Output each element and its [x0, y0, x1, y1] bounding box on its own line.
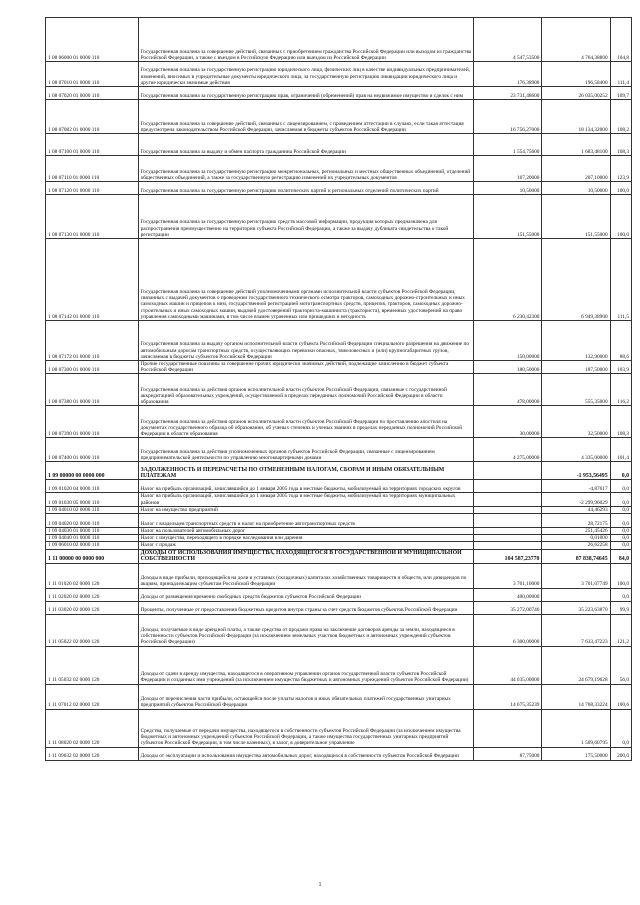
percent-cell: 0,0 [610, 493, 631, 506]
actual-amount-cell: -4,87617 [542, 480, 610, 493]
table-row [46, 62, 632, 87]
plan-amount-cell [474, 506, 542, 513]
actual-amount-cell: 28,72175 [542, 514, 610, 528]
percent-cell: 56,0 [610, 646, 631, 684]
plan-amount-cell: 3 701,10000 [474, 563, 542, 588]
actual-amount-cell: 32,50000 [542, 406, 610, 438]
plan-amount-cell [474, 514, 542, 528]
description-cell: Государственная пошлина за действия уполномоченных органов субъектов Российской Федерации, связанные с лицензированием предпринимательской деятельности по управлению многоквартирными домами [138, 438, 474, 462]
budget-code-cell: 1 09 04010 02 0000 110 [46, 506, 139, 513]
plan-amount-cell [474, 528, 542, 535]
table-row [46, 480, 632, 493]
plan-amount-cell: 6 300,00000 [474, 614, 542, 646]
budget-code-cell: 1 08 07380 01 0000 110 [46, 374, 139, 406]
percent-cell: 84,0 [610, 549, 631, 563]
description-cell: Налог на прибыль организаций, зачислявшийся до 1 января 2005 года в местные бюджеты, мобилизуемый на территориях муниципальных районов [138, 493, 474, 506]
plan-amount-cell: 14 675,35239 [474, 684, 542, 709]
revenue-table [45, 17, 632, 761]
description-cell: Проценты, полученные от предоставления бюджетных кредитов внутри страны за счет средств бюджетов субъектов Российской Федерации [138, 601, 474, 614]
table-row [46, 535, 632, 542]
table-row [46, 182, 632, 195]
percent-cell: 88,6 [610, 321, 631, 361]
table-row [46, 406, 632, 438]
description-cell: Государственная пошлина за государственную регистрацию средств массовой информации, продукция которых предназначена для распространения преимущественно на территории субъекта Российской Федерации, а также за выдачу дубликата свидетельства о такой регистрации [138, 195, 474, 239]
budget-code-cell: 1 08 06000 01 0000 110 [46, 18, 139, 62]
percent-cell: 0,0 [610, 514, 631, 528]
budget-code-cell: 1 09 01030 05 0000 110 [46, 493, 139, 506]
actual-amount-cell [542, 588, 610, 601]
description-cell: Государственная пошлина за государственную регистрацию прав, ограничений (обременений) прав на недвижимое имущество и сделок с ним [138, 87, 474, 100]
actual-amount-cell: 1 683,48100 [542, 134, 610, 156]
actual-amount-cell: 196,58400 [542, 62, 610, 87]
table-row [46, 87, 632, 100]
plan-amount-cell: 176,38900 [474, 62, 542, 87]
budget-code-cell: 1 09 00000 00 0000 000 [46, 462, 139, 480]
actual-amount-cell: 10,50000 [542, 182, 610, 195]
percent-cell: 121,2 [610, 614, 631, 646]
plan-amount-cell: 6 230,42300 [474, 239, 542, 321]
budget-code-cell: 1 09 04020 02 0000 110 [46, 514, 139, 528]
actual-amount-cell: 1 509,60795 [542, 709, 610, 747]
percent-cell: 99,9 [610, 601, 631, 614]
description-cell: Средства, получаемые от передачи имущества, находящегося в собственности субъектов Российской Федерации (за исключением имущества бюджетных и автономных учреждений субъектов Российской Федерации, а также имущества государственных унитарных предприятий субъектов Российской Федерации, в том числе казенных), в залог, в доверительное управление [138, 709, 474, 747]
description-cell: ЗАДОЛЖЕННОСТЬ И ПЕРЕРАСЧЕТЫ ПО ОТМЕНЕННЫМ НАЛОГАМ, СБОРАМ И ИНЫМ ОБЯЗАТЕЛЬНЫМ ПЛАТЕЖАМ [138, 462, 474, 480]
table-row [46, 134, 632, 156]
budget-code-cell: 1 09 01020 04 0000 110 [46, 480, 139, 493]
actual-amount-cell: 251,45426 [542, 528, 610, 535]
plan-amount-cell [474, 535, 542, 542]
actual-amount-cell: 555,35000 [542, 374, 610, 406]
plan-amount-cell: 104 587,23770 [474, 549, 542, 563]
plan-amount-cell: 35 272,00746 [474, 601, 542, 614]
plan-amount-cell: 4 547,53500 [474, 18, 542, 62]
plan-amount-cell [474, 493, 542, 506]
percent-cell: 111,5 [610, 239, 631, 321]
description-cell: Государственная пошлина за государственную регистрацию межрегиональных, региональных и местных общественных объединений, отделений общественных объединений, а также за государственную регистрацию изменений их учредительных документов [138, 156, 474, 182]
budget-code-cell: 1 11 03020 02 0000 120 [46, 601, 139, 614]
budget-code-cell: 1 11 07012 02 0000 120 [46, 684, 139, 709]
percent-cell: 100,0 [610, 195, 631, 239]
actual-amount-cell: 26 035,00252 [542, 87, 610, 100]
actual-amount-cell: 207,10000 [542, 156, 610, 182]
budget-code-cell: 1 08 07100 01 0000 110 [46, 134, 139, 156]
plan-amount-cell: 400,00000 [474, 588, 542, 601]
description-cell: Доходы от размещения временно свободных средств бюджетов субъектов Российской Федерации [138, 588, 474, 601]
table-row [46, 747, 632, 760]
budget-code-cell: 1 08 07390 01 0000 110 [46, 406, 139, 438]
description-cell: Государственная пошлина за действия органов исполнительной власти субъектов Российской Федерации, связанные с государственной аккредитацией образовательных учреждений, осуществляемой в пределах переданных полномочий Российской Федерации в области образования [138, 374, 474, 406]
budget-code-cell: 1 09 06010 02 0000 110 [46, 542, 139, 549]
description-cell: Государственная пошлина за государственную регистрацию политических партий и региональных отделений политических партий [138, 182, 474, 195]
actual-amount-cell: -2 299,96029 [542, 493, 610, 506]
budget-code-cell: 1 08 07082 01 0000 110 [46, 100, 139, 134]
actual-amount-cell: 6 949,38900 [542, 239, 610, 321]
description-cell: Государственная пошлина за действия органов исполнительной власти субъектов Российской Федерации по проставлению апостиля на документах государственного образца об образовании, об ученых степенях и ученых званиях в пределах переданных полномочий Российской Федерации в области образования [138, 406, 474, 438]
budget-code-cell: 1 08 07130 01 0000 110 [46, 195, 139, 239]
description-cell: Прочие государственные пошлины за совершение прочих юридически значимых действий, подлежащие зачислению в бюджет субъекта Российской Федерации [138, 361, 474, 374]
budget-code-cell: 1 08 07300 01 0000 110 [46, 361, 139, 374]
percent-cell: 0,0 [610, 709, 631, 747]
percent-cell: 111,4 [610, 62, 631, 87]
budget-code-cell: 1 08 07142 01 0000 110 [46, 239, 139, 321]
description-cell: Доходы, получаемые в виде арендной платы, а также средства от продажи права на заключение договоров аренды за земли, находящиеся в собственности субъектов Российской Федерации (за исключением земельных участков бюджетных и автономных учреждений субъектов Российской Федерации) [138, 614, 474, 646]
description-cell: Налог на прибыль организаций, зачислявшийся до 1 января 2005 года в местные бюджеты, мобилизуемый на территориях городских округов [138, 480, 474, 493]
description-cell: Государственная пошлина за совершение действий, связанных с приобретением гражданства Российской Федерации или выходом из гражданства Российской Федерации, а также с въездом в Российскую Федерацию или выездом из Российской Федерации [138, 18, 474, 62]
description-cell: Налог на пользователей автомобильных дорог [138, 528, 474, 535]
percent-cell: 100,0 [610, 563, 631, 588]
plan-amount-cell: 151,55000 [474, 195, 542, 239]
actual-amount-cell: 14 768,33224 [542, 684, 610, 709]
table-row [46, 588, 632, 601]
description-cell: Государственная пошлина за совершение действий, связанных с лицензированием, с проведением аттестации в случаях, если такая аттестация предусмотрена законодательством Российской Федерации, зачисляемая в бюджеты субъектов Российской Федерации [138, 100, 474, 134]
revenue-table-body [46, 18, 632, 761]
description-cell: Доходы от эксплуатации и использования имущества автомобильных дорог, находящихся в собственности субъектов Российской Федерации [138, 747, 474, 760]
percent-cell: 0,0 [610, 506, 631, 513]
actual-amount-cell: 18 134,32000 [542, 100, 610, 134]
description-cell: Государственная пошлина за государственную регистрацию юридического лица, физических лиц в качестве индивидуальных предпринимателей, изменений, вносимых в учредительные документы юридического лица, за государственную регистрацию ликвидации юридического лица и другие юридически значимые действия [138, 62, 474, 87]
plan-amount-cell: 180,50000 [474, 361, 542, 374]
budget-code-cell: 1 11 09032 02 0000 120 [46, 747, 139, 760]
table-row [46, 100, 632, 134]
percent-cell: 108,3 [610, 406, 631, 438]
plan-amount-cell: 23 731,48600 [474, 87, 542, 100]
table-row [46, 239, 632, 321]
percent-cell: 0,0 [610, 462, 631, 480]
actual-amount-cell: 151,55000 [542, 195, 610, 239]
plan-amount-cell: 10,50000 [474, 182, 542, 195]
plan-amount-cell: 44 035,00000 [474, 646, 542, 684]
percent-cell: 0,0 [610, 542, 631, 549]
table-row [46, 709, 632, 747]
budget-code-cell: 1 08 07400 01 0000 110 [46, 438, 139, 462]
budget-code-cell: 1 08 07020 01 0000 110 [46, 87, 139, 100]
description-cell: Доходы в виде прибыли, приходящейся на доли в уставных (складочных) капиталах хозяйственных товариществ и обществ, или дивидендов по акциям, принадлежащим субъектам Российской Федерации [138, 563, 474, 588]
budget-code-cell: 1 08 07172 01 0000 110 [46, 321, 139, 361]
table-row [46, 684, 632, 709]
actual-amount-cell: 175,50000 [542, 747, 610, 760]
actual-amount-cell: 3 701,07749 [542, 563, 610, 588]
budget-code-cell: 1 11 00000 00 0000 000 [46, 549, 139, 563]
table-row [46, 549, 632, 563]
budget-code-cell: 1 08 07120 01 0000 110 [46, 182, 139, 195]
table-row [46, 528, 632, 535]
table-row [46, 514, 632, 528]
plan-amount-cell [474, 462, 542, 480]
plan-amount-cell [474, 709, 542, 747]
percent-cell: 103,9 [610, 361, 631, 374]
plan-amount-cell: 478,00000 [474, 374, 542, 406]
table-row [46, 493, 632, 506]
description-cell: Налог на имущество предприятий [138, 506, 474, 513]
table-row [46, 321, 632, 361]
budget-code-cell: 1 11 01020 02 0000 120 [46, 563, 139, 588]
table-row [46, 542, 632, 549]
plan-amount-cell: 16 756,27000 [474, 100, 542, 134]
budget-code-cell: 1 08 07010 01 0000 110 [46, 62, 139, 87]
actual-amount-cell: 132,90000 [542, 321, 610, 361]
description-cell: Государственная пошлина за выдачу и обмен паспорта гражданина Российской Федерации [138, 134, 474, 156]
description-cell: ДОХОДЫ ОТ ИСПОЛЬЗОВАНИЯ ИМУЩЕСТВА, НАХОДЯЩЕГОСЯ В ГОСУДАРСТВЕННОЙ И МУНИЦИПАЛЬНОЙ СОБСТВЕННОСТИ [138, 549, 474, 563]
actual-amount-cell: 7 633,47223 [542, 614, 610, 646]
actual-amount-cell: 26,62258 [542, 542, 610, 549]
description-cell: Налог с имущества, переходящего в порядке наследования или дарения [138, 535, 474, 542]
table-row [46, 646, 632, 684]
percent-cell: 100,0 [610, 182, 631, 195]
percent-cell: 0,0 [610, 480, 631, 493]
percent-cell: 0,0 [610, 528, 631, 535]
percent-cell: 101,4 [610, 438, 631, 462]
table-row [46, 156, 632, 182]
budget-code-cell: 1 11 02020 02 0000 120 [46, 588, 139, 601]
table-row [46, 563, 632, 588]
table-row [46, 462, 632, 480]
table-row [46, 374, 632, 406]
percent-cell: 123,9 [610, 156, 631, 182]
plan-amount-cell: 1 554,75600 [474, 134, 542, 156]
plan-amount-cell: 150,00000 [474, 321, 542, 361]
percent-cell: 0,0 [610, 588, 631, 601]
table-row [46, 601, 632, 614]
table-row [46, 438, 632, 462]
percent-cell: 104,8 [610, 18, 631, 62]
percent-cell: 108,3 [610, 134, 631, 156]
percent-cell: 109,7 [610, 87, 631, 100]
description-cell: Государственная пошлина за совершение действий уполномоченными органами исполнительной власти субъектов Российской Федерации, связанных с выдачей документов о проведении государственного технического осмотра тракторов, самоходных дорожно-строительных и иных самоходных машин и прицепов к ним, государственной регистрацией мототранспортных средств, прицепов, тракторов, самоходных дорожно-строительных и иных самоходных машин, выдачей удостоверений тракториста-машиниста (тракториста), временных удостоверений на право управления самоходными машинами, в том числе взамен утраченных или пришедших в негодность [138, 239, 474, 321]
plan-amount-cell: 167,20000 [474, 156, 542, 182]
actual-amount-cell: 35 223,63870 [542, 601, 610, 614]
percent-cell: 116,2 [610, 374, 631, 406]
actual-amount-cell: 0,01000 [542, 535, 610, 542]
description-cell: Доходы от перечисления части прибыли, остающейся после уплаты налогов и иных обязательных платежей государственных унитарных предприятий субъектов Российской Федерации [138, 684, 474, 709]
table-row [46, 195, 632, 239]
budget-code-cell: 1 11 05022 02 0000 120 [46, 614, 139, 646]
table-row [46, 614, 632, 646]
actual-amount-cell: 87 838,74645 [542, 549, 610, 563]
plan-amount-cell: 30,00000 [474, 406, 542, 438]
plan-amount-cell [474, 542, 542, 549]
percent-cell: 200,0 [610, 747, 631, 760]
description-cell: Государственная пошлина за выдачу органом исполнительной власти субъекта Российской Федерации специального разрешения на движение по автомобильным дорогам транспортных средств, осуществляющих перевозки опасных, тяжеловесных и (или) крупногабаритных грузов, зачисляемая в бюджеты субъектов Российской Федерации [138, 321, 474, 361]
plan-amount-cell: 87,75000 [474, 747, 542, 760]
percent-cell: 100,6 [610, 684, 631, 709]
percent-cell: 108,2 [610, 100, 631, 134]
actual-amount-cell: -1 953,56495 [542, 462, 610, 480]
description-cell: Налог с продаж [138, 542, 474, 549]
description-cell: Доходы от сдачи в аренду имущества, находящегося в оперативном управлении органов государственной власти субъектов Российской Федерации и созданных ими учреждений (за исключением имущества бюджетных и автономных учреждений субъектов Российской Федерации) [138, 646, 474, 684]
actual-amount-cell: 4 335,00000 [542, 438, 610, 462]
page-number: 1 [318, 882, 322, 888]
budget-code-cell: 1 11 08020 02 0000 120 [46, 709, 139, 747]
budget-code-cell: 1 11 05032 02 0000 120 [46, 646, 139, 684]
table-row [46, 18, 632, 62]
table-row [46, 506, 632, 513]
description-cell: Налог с владельцев транспортных средств и налог на приобретение автотранспортных средств [138, 514, 474, 528]
percent-cell: 0,0 [610, 535, 631, 542]
budget-code-cell: 1 08 07110 01 0000 110 [46, 156, 139, 182]
actual-amount-cell: 187,50000 [542, 361, 610, 374]
budget-code-cell: 1 09 04040 01 0000 110 [46, 535, 139, 542]
actual-amount-cell: 24 679,19628 [542, 646, 610, 684]
table-row [46, 361, 632, 374]
actual-amount-cell: 4 764,38800 [542, 18, 610, 62]
plan-amount-cell: 4 275,00000 [474, 438, 542, 462]
plan-amount-cell [474, 480, 542, 493]
actual-amount-cell: 44,46293 [542, 506, 610, 513]
budget-code-cell: 1 09 04030 01 0000 110 [46, 528, 139, 535]
